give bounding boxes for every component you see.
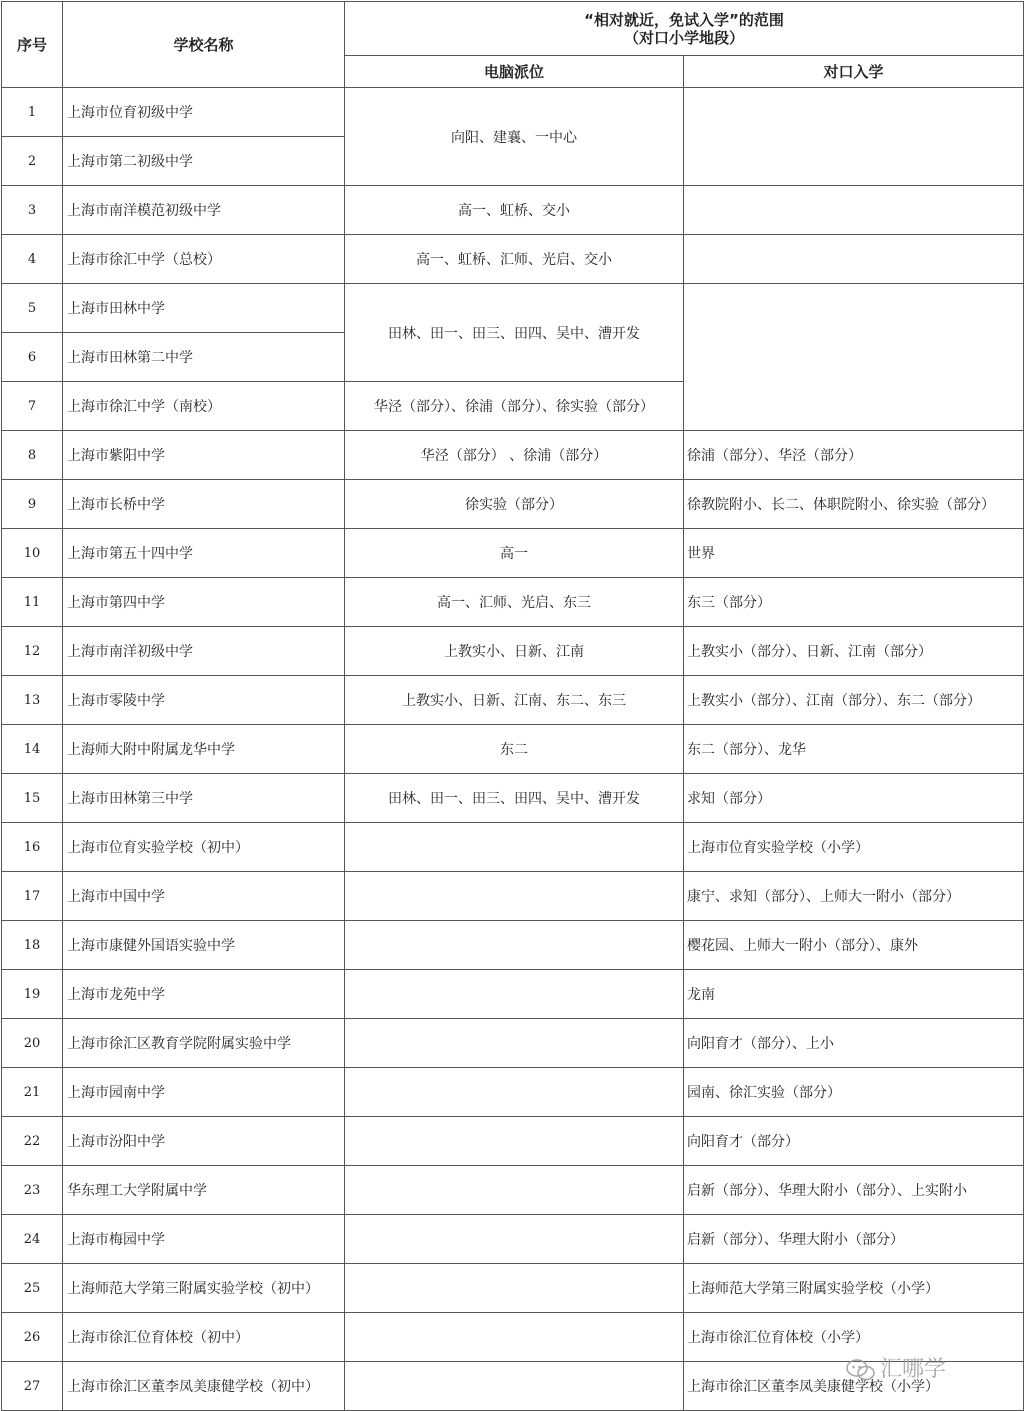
header-scope [345, 2, 1024, 56]
table-row [2, 235, 1024, 284]
computer-assignment: 徐实验（部分） [345, 480, 684, 529]
table-row [2, 774, 1024, 823]
watermark [846, 1352, 946, 1383]
direct-admission: 东三（部分） [684, 578, 1024, 627]
row-num: 5 [2, 284, 63, 333]
table-row [2, 823, 1024, 872]
school-name: 上海市第二初级中学 [63, 137, 345, 186]
school-name: 上海市南洋模范初级中学 [63, 186, 345, 235]
school-name: 上海市紫阳中学 [63, 431, 345, 480]
watermark-text: 汇哪学 [880, 1357, 947, 1382]
school-name: 上海市第五十四中学 [63, 529, 345, 578]
row-num: 14 [2, 725, 63, 774]
direct-admission [684, 284, 1024, 431]
direct-admission [684, 186, 1024, 235]
computer-assignment [345, 921, 684, 970]
header-school: 学校名称 [63, 2, 345, 88]
direct-admission: 向阳育才（部分） [684, 1117, 1024, 1166]
table-row [2, 1019, 1024, 1068]
school-name: 上海市田林第三中学 [63, 774, 345, 823]
school-name: 上海市龙苑中学 [63, 970, 345, 1019]
table-row [2, 970, 1024, 1019]
direct-admission: 上海师范大学第三附属实验学校（小学） [684, 1264, 1024, 1313]
direct-admission: 世界 [684, 529, 1024, 578]
row-num: 8 [2, 431, 63, 480]
computer-assignment: 高一、汇师、光启、东三 [345, 578, 684, 627]
direct-admission: 上海市徐汇区董李凤美康健学校（小学） [684, 1362, 1024, 1411]
row-num: 3 [2, 186, 63, 235]
school-name: 上海师范大学第三附属实验学校（初中） [63, 1264, 345, 1313]
direct-admission: 徐教院附小、长二、体职院附小、徐实验（部分） [684, 480, 1024, 529]
school-name: 上海市长桥中学 [63, 480, 345, 529]
direct-admission: 康宁、求知（部分）、上师大一附小（部分） [684, 872, 1024, 921]
direct-admission: 启新（部分）、华理大附小（部分）、上实附小 [684, 1166, 1024, 1215]
computer-assignment [345, 970, 684, 1019]
school-name: 上海市零陵中学 [63, 676, 345, 725]
wechat-icon [846, 1359, 876, 1381]
school-name: 上海市中国中学 [63, 872, 345, 921]
computer-assignment: 华泾（部分） 、徐浦（部分） [345, 431, 684, 480]
row-num: 10 [2, 529, 63, 578]
computer-assignment: 上教实小、日新、江南、东二、东三 [345, 676, 684, 725]
computer-assignment: 高一、虹桥、交小 [345, 186, 684, 235]
school-name: 上海市康健外国语实验中学 [63, 921, 345, 970]
school-name: 上海市徐汇中学（总校） [63, 235, 345, 284]
school-name: 上海市园南中学 [63, 1068, 345, 1117]
table-row [2, 872, 1024, 921]
computer-assignment: 东二 [345, 725, 684, 774]
row-num: 4 [2, 235, 63, 284]
direct-admission [684, 88, 1024, 186]
direct-admission: 徐浦（部分）、华泾（部分） [684, 431, 1024, 480]
school-name: 上海市徐汇中学（南校） [63, 382, 345, 431]
school-name: 上海市徐汇位育体校（初中） [63, 1313, 345, 1362]
table-row [2, 284, 1024, 333]
computer-assignment [345, 1215, 684, 1264]
row-num: 13 [2, 676, 63, 725]
row-num: 16 [2, 823, 63, 872]
header-scope-line1: “相对就近，免试入学”的范围 [584, 10, 784, 29]
table-row [2, 627, 1024, 676]
row-num: 27 [2, 1362, 63, 1411]
row-num: 15 [2, 774, 63, 823]
computer-assignment [345, 872, 684, 921]
table-row [2, 529, 1024, 578]
row-num: 23 [2, 1166, 63, 1215]
computer-assignment [345, 1313, 684, 1362]
table-row [2, 431, 1024, 480]
row-num: 1 [2, 88, 63, 137]
row-num: 2 [2, 137, 63, 186]
row-num: 11 [2, 578, 63, 627]
row-num: 17 [2, 872, 63, 921]
direct-admission: 求知（部分） [684, 774, 1024, 823]
row-num: 21 [2, 1068, 63, 1117]
header-scope-line2: （对口小学地段） [623, 28, 744, 47]
table-row [2, 676, 1024, 725]
computer-assignment: 向阳、建襄、一中心 [345, 88, 684, 186]
computer-assignment: 高一 [345, 529, 684, 578]
row-num: 18 [2, 921, 63, 970]
computer-assignment [345, 1068, 684, 1117]
header-computer: 电脑派位 [345, 56, 684, 88]
computer-assignment [345, 1264, 684, 1313]
table-row [2, 1215, 1024, 1264]
direct-admission: 龙南 [684, 970, 1024, 1019]
direct-admission: 上海市位育实验学校（小学） [684, 823, 1024, 872]
table-row [2, 1117, 1024, 1166]
school-name: 上海市梅园中学 [63, 1215, 345, 1264]
table-row [2, 88, 1024, 137]
row-num: 6 [2, 333, 63, 382]
computer-assignment [345, 823, 684, 872]
direct-admission [684, 235, 1024, 284]
row-num: 22 [2, 1117, 63, 1166]
computer-assignment: 华泾（部分）、徐浦（部分）、徐实验（部分） [345, 382, 684, 431]
table-row [2, 186, 1024, 235]
table-row [2, 1166, 1024, 1215]
direct-admission: 园南、徐汇实验（部分） [684, 1068, 1024, 1117]
row-num: 19 [2, 970, 63, 1019]
row-num: 9 [2, 480, 63, 529]
computer-assignment [345, 1362, 684, 1411]
computer-assignment [345, 1117, 684, 1166]
school-name: 上海市汾阳中学 [63, 1117, 345, 1166]
computer-assignment: 田林、田一、田三、田四、吴中、漕开发 [345, 284, 684, 382]
admission-table [1, 1, 1024, 1411]
table-row [2, 480, 1024, 529]
direct-admission: 向阳育才（部分）、上小 [684, 1019, 1024, 1068]
table-row [2, 1264, 1024, 1313]
direct-admission: 上海市徐汇位育体校（小学） [684, 1313, 1024, 1362]
direct-admission: 东二（部分）、龙华 [684, 725, 1024, 774]
school-name: 上海市第四中学 [63, 578, 345, 627]
row-num: 24 [2, 1215, 63, 1264]
row-num: 25 [2, 1264, 63, 1313]
direct-admission: 启新（部分）、华理大附小（部分） [684, 1215, 1024, 1264]
school-name: 上海市徐汇区教育学院附属实验中学 [63, 1019, 345, 1068]
header-num: 序号 [2, 2, 63, 88]
school-name: 上海市徐汇区董李凤美康健学校（初中） [63, 1362, 345, 1411]
table-row [2, 921, 1024, 970]
table-row [2, 1068, 1024, 1117]
computer-assignment [345, 1019, 684, 1068]
school-name: 上海市田林第二中学 [63, 333, 345, 382]
computer-assignment [345, 1166, 684, 1215]
computer-assignment: 田林、田一、田三、田四、吴中、漕开发 [345, 774, 684, 823]
direct-admission: 上教实小（部分）、江南（部分）、东二（部分） [684, 676, 1024, 725]
direct-admission: 樱花园、上师大一附小（部分）、康外 [684, 921, 1024, 970]
table-row [2, 725, 1024, 774]
row-num: 26 [2, 1313, 63, 1362]
header-direct: 对口入学 [684, 56, 1024, 88]
direct-admission: 上教实小（部分）、日新、江南（部分） [684, 627, 1024, 676]
row-num: 7 [2, 382, 63, 431]
row-num: 20 [2, 1019, 63, 1068]
school-name: 上海市田林中学 [63, 284, 345, 333]
school-name: 上海市位育初级中学 [63, 88, 345, 137]
computer-assignment: 上教实小、日新、江南 [345, 627, 684, 676]
table-row [2, 578, 1024, 627]
computer-assignment: 高一、虹桥、汇师、光启、交小 [345, 235, 684, 284]
school-name: 上海市南洋初级中学 [63, 627, 345, 676]
school-name: 华东理工大学附属中学 [63, 1166, 345, 1215]
school-name: 上海师大附中附属龙华中学 [63, 725, 345, 774]
school-name: 上海市位育实验学校（初中） [63, 823, 345, 872]
row-num: 12 [2, 627, 63, 676]
